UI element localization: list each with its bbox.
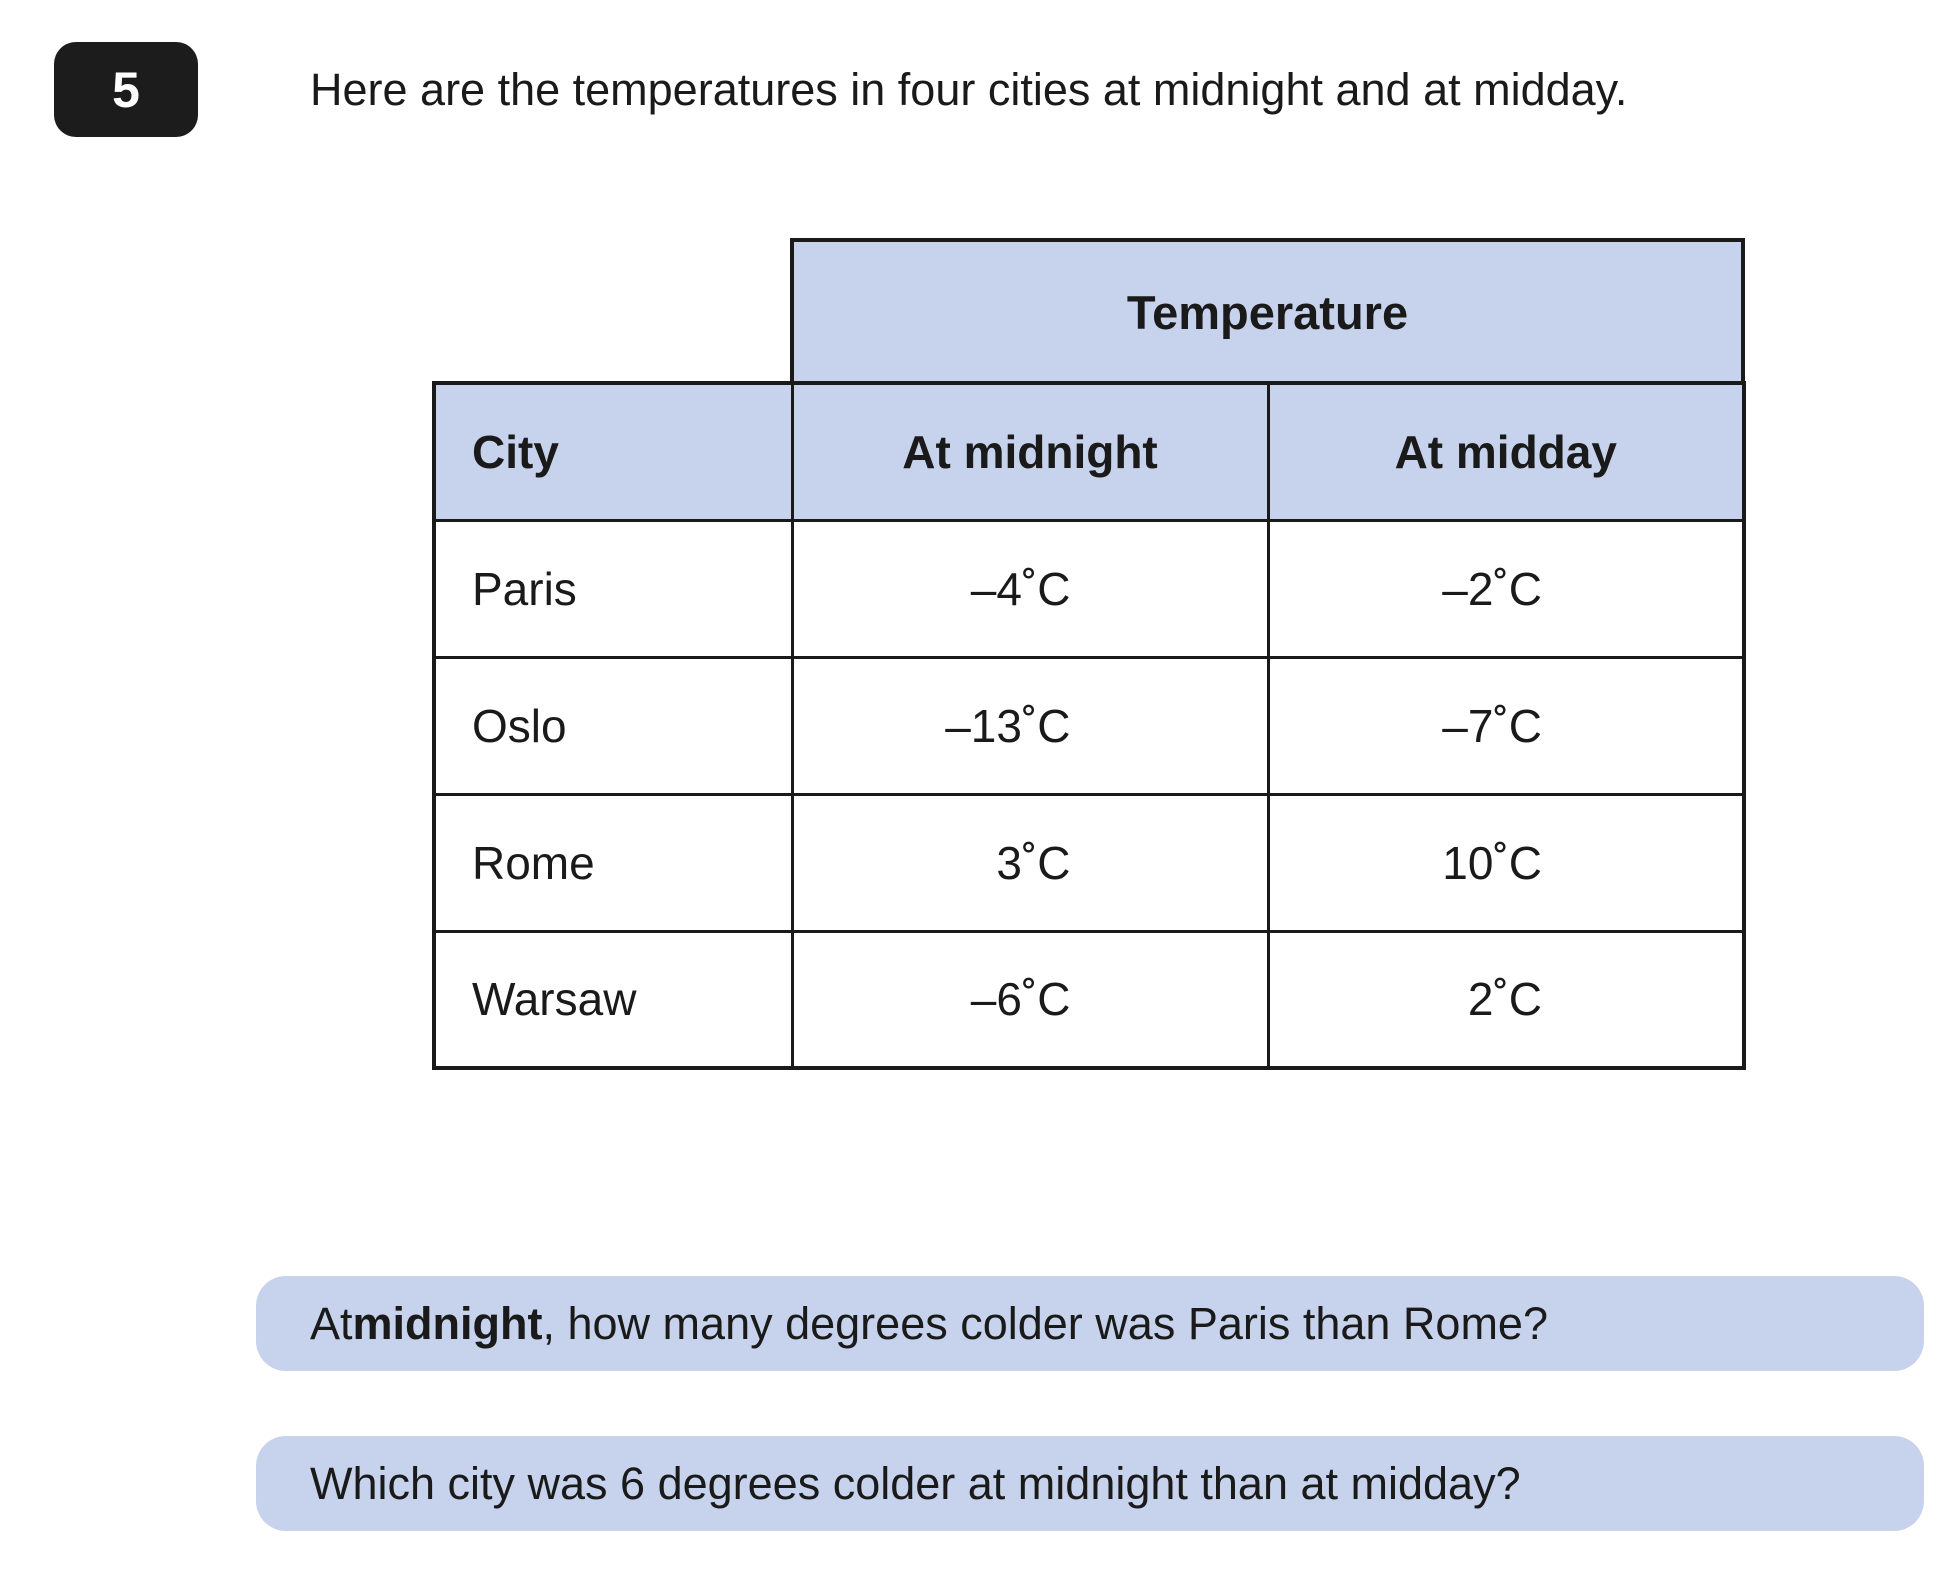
- header-city: City: [434, 383, 792, 520]
- table-header-row: [434, 383, 1744, 520]
- midday-cell: 2˚C: [1268, 931, 1744, 1068]
- prompt-emphasis: midnight: [352, 1297, 543, 1349]
- city-cell: Paris: [434, 520, 792, 657]
- midnight-cell: –4˚C: [792, 520, 1268, 657]
- table-row: [434, 520, 1744, 657]
- city-cell: Rome: [434, 794, 792, 931]
- question-number: 5: [112, 61, 140, 118]
- header-midnight: At midnight: [792, 383, 1268, 520]
- question-prompt-which-city: [256, 1436, 1924, 1531]
- temperature-table: [432, 381, 1746, 1070]
- midnight-cell: 3˚C: [792, 794, 1268, 931]
- table-row: [434, 931, 1744, 1068]
- midnight-cell: –13˚C: [792, 657, 1268, 794]
- midday-cell: 10˚C: [1268, 794, 1744, 931]
- prompt-text-before: At: [310, 1297, 353, 1349]
- question-number-badge: [54, 42, 198, 137]
- city-cell: Oslo: [434, 657, 792, 794]
- temperature-group-header: [790, 238, 1745, 383]
- prompt-text: Which city was 6 degrees colder at midnight than at midday?: [310, 1457, 1521, 1509]
- midnight-cell: –6˚C: [792, 931, 1268, 1068]
- header-midday: At midday: [1268, 383, 1744, 520]
- question-intro: Here are the temperatures in four cities at midnight and at midday.: [310, 64, 1628, 115]
- city-cell: Warsaw: [434, 931, 792, 1068]
- table-row: [434, 794, 1744, 931]
- midday-cell: –7˚C: [1268, 657, 1744, 794]
- question-prompt-midnight: [256, 1276, 1924, 1371]
- prompt-text-after: , how many degrees colder was Paris than Rome?: [542, 1297, 1548, 1349]
- temperature-group-label: Temperature: [1126, 286, 1409, 339]
- midday-cell: –2˚C: [1268, 520, 1744, 657]
- table-row: [434, 657, 1744, 794]
